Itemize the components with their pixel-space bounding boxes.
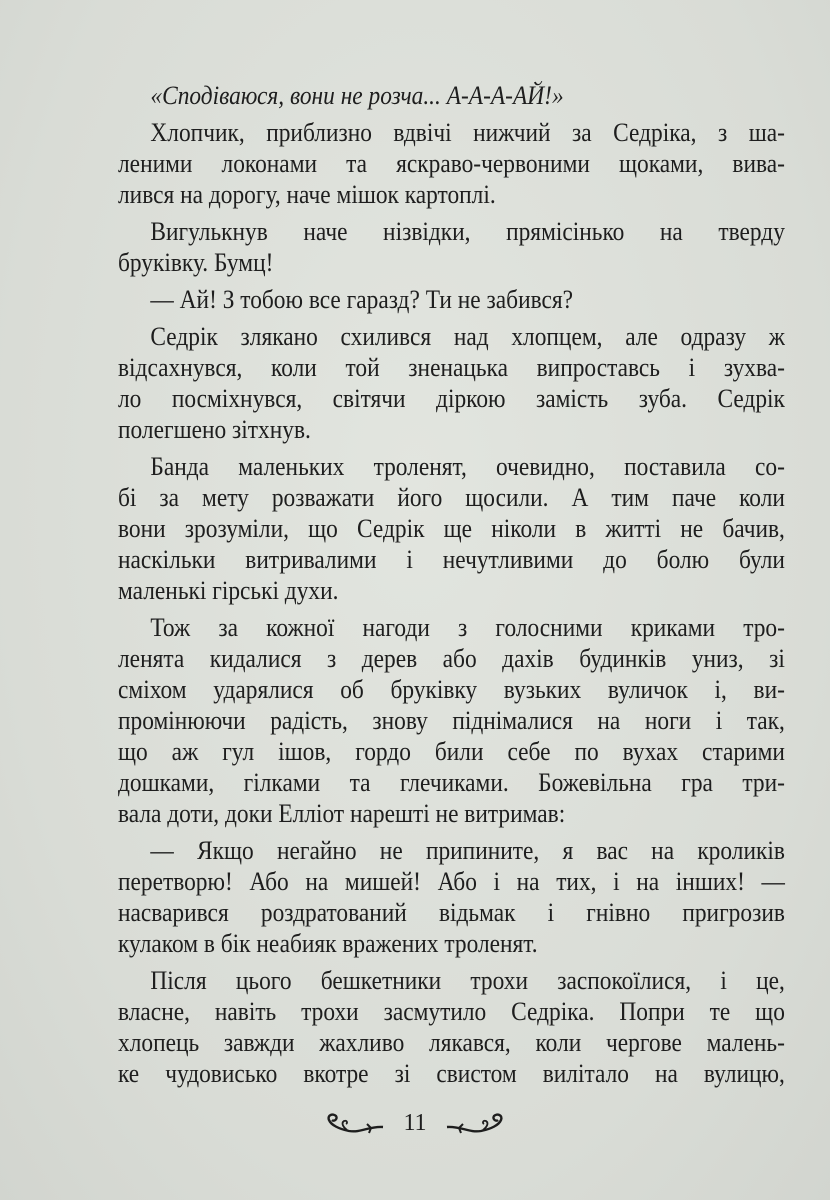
text-line: ло посміхнувся, світячи діркою замість зуба. Седрік [118,384,785,413]
text-line: Банда маленьких троленят, очевидно, поставила со- [150,452,785,481]
text-line: кулаком в бік неабияк вражених троленят. [118,929,538,958]
paragraph [118,117,785,210]
text-line: відсахнувся, коли той зненацька випроставсь і зухва- [118,353,785,382]
text-line: леними локонами та яскраво-червоними щоками, вива- [118,149,785,178]
text-line: що аж гул ішов, гордо били себе по вухах старими [118,737,785,766]
text-line: Після цього бешкетники трохи заспокоїлися, і це, [150,966,785,995]
paragraph [118,835,785,959]
text-line: власне, навіть трохи засмутило Седріка. Попри те що [118,997,785,1026]
text-line: перетворю! Або на мишей! Або і на тих, і на інших! — [118,867,785,896]
paragraph [118,216,785,278]
paragraph [118,612,785,829]
text-line: сміхом ударялися об бруківку вузьких вуличок і, ви- [118,675,785,704]
text-line: дошками, гілками та глечиками. Божевільна гра три- [118,768,785,797]
left-ornament-icon [321,1111,385,1137]
body-text [118,80,785,1089]
text-line: ке чудовисько вкотре зі свистом вилітало на вулицю, [118,1059,785,1088]
text-line: Тож за кожної нагоди з голосними криками тро- [150,613,785,642]
paragraph [118,284,785,315]
paragraph [118,80,785,111]
page-number: 11 [403,1110,427,1136]
paragraph [118,321,785,445]
text-line: Хлопчик, приблизно вдвічі нижчий за Седріка, з ша- [150,118,785,147]
text-line: насварився роздратований відьмак і гнівно пригрозив [118,898,785,927]
text-line: наскільки витривалими і нечутливими до болю були [118,545,785,574]
text-line: вала доти, доки Елліот нарешті не витримав: [118,799,566,828]
paragraph [118,451,785,606]
text-line: маленькі гірські духи. [118,576,339,605]
text-line: бруківку. Бумц! [118,248,274,277]
text-line: Седрік злякано схилився над хлопцем, але одразу ж [150,322,785,351]
paragraph [118,965,785,1089]
text-line: полегшено зітхнув. [118,415,311,444]
text-line: хлопець завжди жахливо лякався, коли чергове малень- [118,1028,785,1057]
text-line: бі за мету розважати його щосили. А тим паче коли [118,483,785,512]
page-footer [0,1110,830,1137]
text-line: вони зрозуміли, що Седрік ще ніколи в житті не бачив, [118,514,785,543]
text-line: ленята кидалися з дерев або дахів будинків униз, зі [118,644,785,673]
text-line: «Сподіваюся, вони не розча... А-А-А-АЙ!» [150,81,564,110]
right-ornament-icon [445,1111,509,1137]
text-line: — Ай! З тобою все гаразд? Ти не забився? [150,285,574,314]
text-line: Вигулькнув наче нізвідки, прямісінько на тверду [150,217,785,246]
text-line: — Якщо негайно не припините, я вас на кроликів [150,836,785,865]
text-line: промінюючи радість, знову піднімалися на ноги і так, [118,706,785,735]
text-line: лився на дорогу, наче мішок картоплі. [118,180,496,209]
